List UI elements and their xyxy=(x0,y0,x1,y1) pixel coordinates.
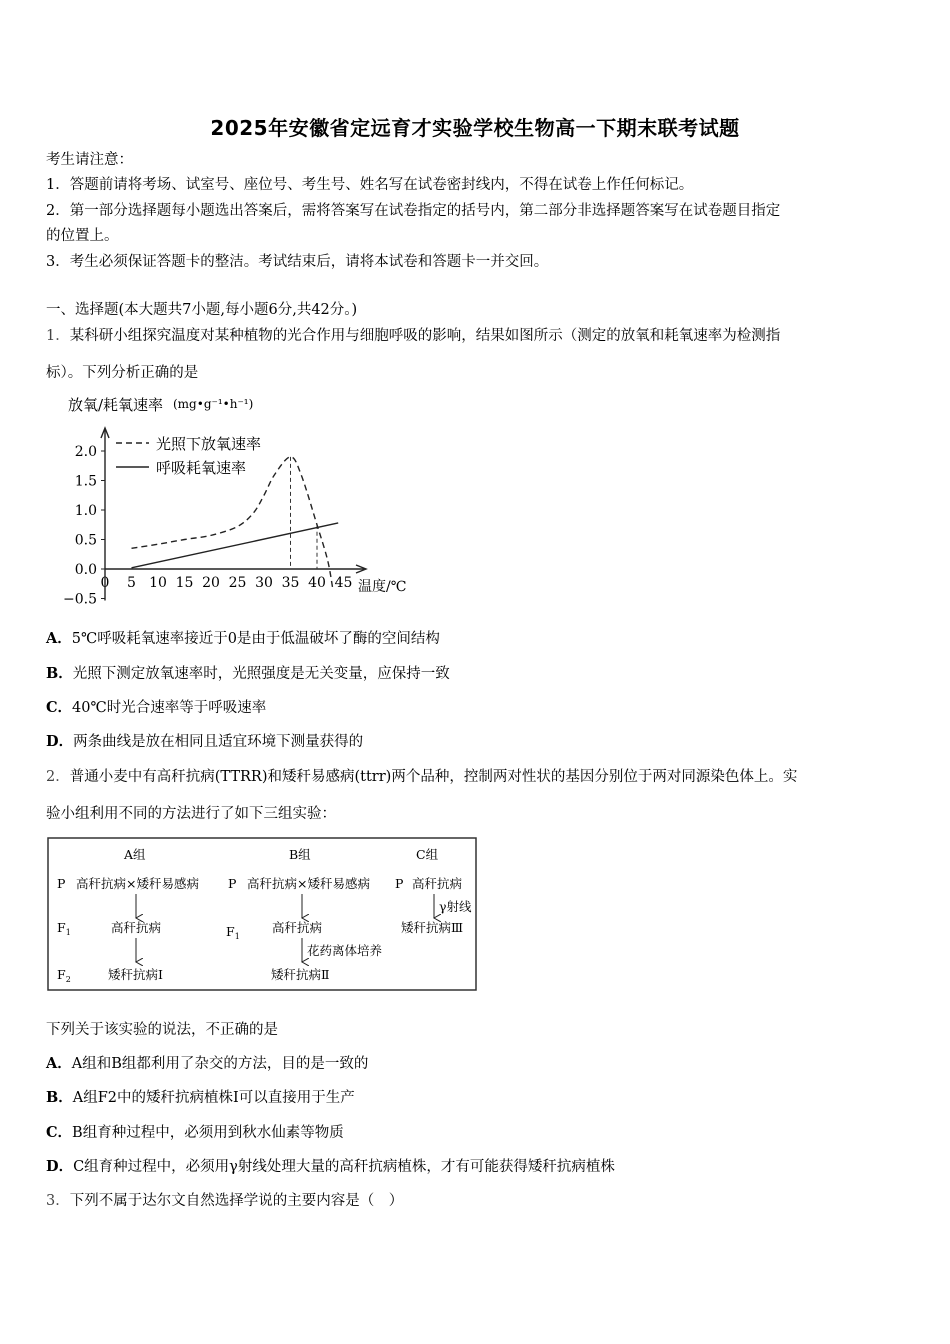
f1-label-a: $F_1$ xyxy=(57,920,71,937)
c-step: γ射线 xyxy=(439,899,472,914)
x-tick-label: 30 xyxy=(255,575,273,591)
option-letter: C． xyxy=(46,699,73,716)
q2-option-b[interactable] xyxy=(46,1088,906,1108)
group-c-label: C组 xyxy=(416,847,439,862)
notice-heading: 考生请注意： xyxy=(46,152,133,168)
option-letter: A． xyxy=(46,1055,72,1072)
option-letter: B． xyxy=(46,1089,73,1106)
chart-ylabel: 放氧/耗氧速率 xyxy=(68,396,164,414)
q1-chart xyxy=(46,388,426,616)
q2-option-a[interactable] xyxy=(46,1054,906,1074)
series-oxygen-consumption xyxy=(132,523,339,568)
group-a-label: A组 xyxy=(124,847,146,862)
x-tick-label: 40 xyxy=(308,575,326,591)
chart-xlabel: 温度/℃ xyxy=(358,579,407,595)
p-label-b: P xyxy=(228,876,237,891)
group-b-label: B组 xyxy=(289,847,311,862)
q2-option-d[interactable] xyxy=(46,1157,906,1177)
y-tick-label: 0.0 xyxy=(74,562,97,578)
c-parent: 高秆抗病 xyxy=(412,876,463,891)
y-tick-label: 1.5 xyxy=(74,473,97,490)
b-parents: 高秆抗病×矮秆易感病 xyxy=(247,876,370,891)
notice-item-2-cont: 的位置上。 xyxy=(46,228,119,244)
option-letter: D． xyxy=(46,733,74,750)
option-letter: D． xyxy=(46,1158,74,1175)
option-text: 40℃时光合速率等于呼吸速率 xyxy=(72,700,267,716)
x-tick-label: 10 xyxy=(149,575,167,591)
q3-stem-text: 下列不属于达尔文自然选择学说的主要内容是（ ） xyxy=(69,1193,404,1209)
x-tick-label: 45 xyxy=(334,575,353,591)
page-title: 2025年安徽省定远育才实验学校生物高一下期末联考试题 xyxy=(210,116,740,140)
option-letter: B． xyxy=(46,665,73,682)
notice-item-2: 2．第一部分选择题每小题选出答案后，需将答案写在试卷指定的括号内，第二部分非选择题答案写在试卷题目指定 xyxy=(46,203,781,219)
x-tick-label: 25 xyxy=(228,575,247,591)
q2-stem-line1 xyxy=(46,767,906,787)
notice-item-3: 3．考生必须保证答题卡的整洁。考试结束后，请将本试卷和答题卡一并交回。 xyxy=(46,254,549,270)
option-letter: A． xyxy=(46,630,72,647)
p-label-a: P xyxy=(57,876,66,891)
q2-number: 2． xyxy=(46,769,70,785)
b-step: 花药离体培养 xyxy=(307,943,383,958)
chart-legend xyxy=(116,435,261,477)
chart-reference-lines xyxy=(291,457,318,569)
option-text: A组F2中的矮秆抗病植株Ⅰ可以直接用于生产 xyxy=(72,1090,355,1106)
q1-option-a[interactable] xyxy=(46,629,906,649)
q2-lead: 下列关于该实验的说法，不正确的是 xyxy=(46,1022,278,1038)
q1-stem-line1 xyxy=(46,326,906,346)
f1-label-b: $F_1$ xyxy=(226,924,240,941)
q1-stem-text: 某科研小组探究温度对某种植物的光合作用与细胞呼吸的影响，结果如图所示（测定的放氧和耗氧速率为检测指 xyxy=(69,328,781,344)
x-tick-label: 35 xyxy=(281,575,300,591)
q1-option-b[interactable] xyxy=(46,664,906,684)
legend-label: 呼吸耗氧速率 xyxy=(156,459,247,477)
y-tick-label: 2.0 xyxy=(74,444,97,460)
a-f1: 高秆抗病 xyxy=(111,920,162,935)
q1-number: 1． xyxy=(46,328,70,344)
option-text: 两条曲线是放在相同且适宜环境下测量获得的 xyxy=(73,734,364,750)
c-result: 矮秆抗病Ⅲ xyxy=(401,920,464,935)
chart-yunit: (mg•g⁻¹•h⁻¹) xyxy=(173,397,254,411)
f2-label-a: $F_2$ xyxy=(57,967,71,984)
p-label-c: P xyxy=(395,876,404,891)
q2-stem-text: 普通小麦中有高秆抗病(TTRR)和矮秆易感病(ttrr)两个品种，控制两对性状的基因分别位于两对同源染色体上。实 xyxy=(69,769,798,785)
option-text: 5℃呼吸耗氧速率接近于0是由于低温破坏了酶的空间结构 xyxy=(71,631,440,647)
q1-option-d[interactable] xyxy=(46,732,906,752)
option-text: 光照下测定放氧速率时，光照强度是无关变量，应保持一致 xyxy=(72,666,450,682)
b-result: 矮秆抗病Ⅱ xyxy=(271,967,330,982)
y-tick-label: 1.0 xyxy=(74,503,97,519)
q1-stem-line2: 标）。下列分析正确的是 xyxy=(46,365,199,381)
option-text: A组和B组都利用了杂交的方法，目的是一致的 xyxy=(71,1056,369,1072)
y-tick-label: −0.5 xyxy=(63,591,97,608)
x-tick-label: 20 xyxy=(202,575,220,591)
a-parents: 高秆抗病×矮秆易感病 xyxy=(76,876,199,891)
q1-option-c[interactable] xyxy=(46,698,906,718)
q2-breeding-diagram xyxy=(46,836,478,994)
x-tick-label: 0 xyxy=(100,575,110,591)
legend-label: 光照下放氧速率 xyxy=(156,435,262,453)
q2-stem-line2: 验小组利用不同的方法进行了如下三组实验： xyxy=(46,806,336,822)
q3-number: 3． xyxy=(46,1193,70,1209)
b-f1: 高秆抗病 xyxy=(272,920,323,935)
a-f2: 矮秆抗病Ⅰ xyxy=(108,967,163,982)
y-tick-label: 0.5 xyxy=(74,532,97,549)
x-tick-label: 15 xyxy=(175,575,194,591)
q2-option-c[interactable] xyxy=(46,1123,906,1143)
notice-item-1: 1．答题前请将考场、试室号、座位号、考生号、姓名写在试卷密封线内，不得在试卷上作任何标记。 xyxy=(46,177,694,193)
option-text: C组育种过程中，必须用γ射线处理大量的高秆抗病植株，才有可能获得矮秆抗病植株 xyxy=(73,1159,615,1175)
x-tick-label: 5 xyxy=(127,575,136,591)
section-heading: 一、选择题(本大题共7小题,每小题6分,共42分。) xyxy=(46,302,358,318)
q3-stem xyxy=(46,1191,906,1211)
option-text: B组育种过程中，必须用到秋水仙素等物质 xyxy=(72,1125,344,1141)
option-letter: C． xyxy=(46,1124,73,1141)
